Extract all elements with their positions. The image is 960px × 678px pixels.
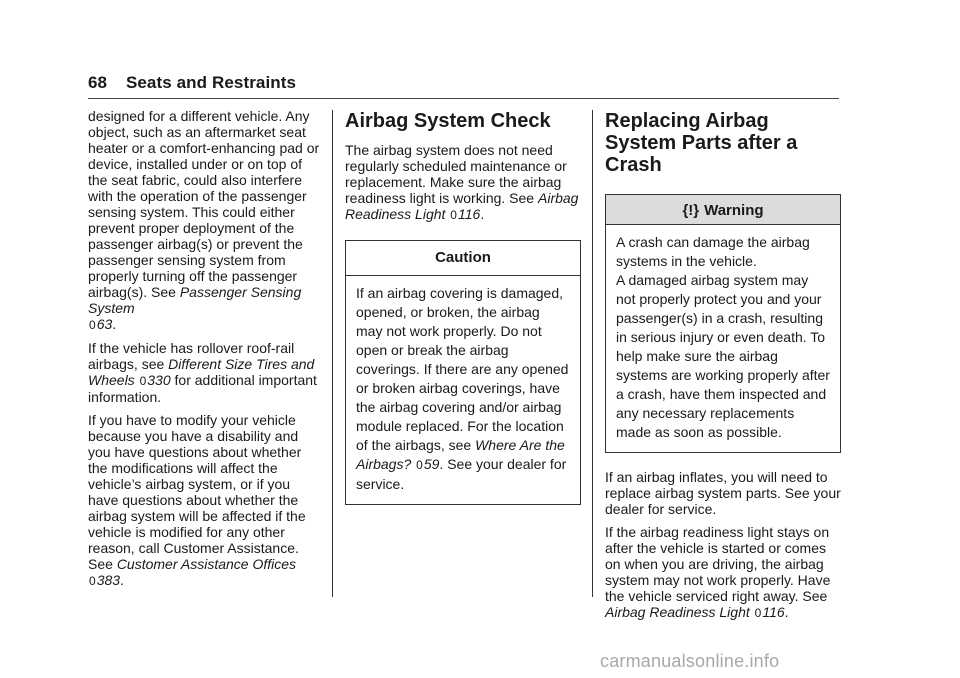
page-ref-icon: 0 — [416, 458, 423, 472]
xref-page-330[interactable]: 330 — [147, 372, 171, 388]
paragraph-rollover-airbags: If the vehicle has rollover roof-rail airbags, see Different Size Tires and Wheels 0330 for additional important information. — [88, 340, 317, 405]
xref-different-size-tires[interactable]: Different Size Tires and Wheels — [88, 356, 315, 388]
header-rule — [88, 98, 839, 99]
warning-line-1: A crash can damage the airbag systems in the vehicle. — [616, 234, 810, 269]
warning-box — [605, 194, 841, 453]
warning-title: {!} Warning — [606, 195, 840, 225]
page-ref-icon: 0 — [89, 318, 96, 332]
page-header — [88, 73, 296, 93]
column-3 — [605, 108, 841, 628]
heading-replacing-airbag-parts: Replacing Airbag System Parts after a Crash — [605, 110, 798, 176]
page-ref-icon: 0 — [450, 208, 457, 222]
caution-box — [345, 240, 581, 505]
column-divider-2 — [592, 110, 593, 597]
column-1 — [88, 108, 320, 596]
xref-where-are-the-airbags[interactable]: Where Are the Airbags? — [356, 437, 565, 472]
xref-page-59[interactable]: 59 — [423, 456, 440, 472]
warning-icon: {!} — [682, 202, 700, 219]
heading-airbag-system-check: Airbag System Check — [345, 110, 551, 132]
page-number: 68 — [88, 73, 108, 92]
warning-body — [606, 225, 840, 452]
page-ref-icon: 0 — [89, 574, 96, 588]
paragraph-system-check: The airbag system does not need regularly scheduled maintenance or replacement. Make sure the airbag readiness light is working. See Airbag Readiness Light 0116. — [345, 142, 579, 222]
xref-passenger-sensing-system[interactable]: Passenger Sensing System — [88, 284, 302, 316]
page-ref-icon: 0 — [754, 606, 762, 620]
paragraph-airbag-inflates: If an airbag inflates, you will need to replace airbag system parts. See your dealer for service. — [605, 469, 841, 517]
paragraph-readiness-light: If the airbag readiness light stays on after the vehicle is started or comes on when you are driving, the airbag system may not work properly. Have the vehicle serviced right away. See Airbag Readiness Light 0116. — [605, 524, 831, 620]
column-divider-1 — [332, 110, 333, 597]
page-ref-icon: 0 — [139, 374, 147, 388]
xref-airbag-readiness-light[interactable]: Airbag Readiness Light — [345, 190, 579, 222]
section-title: Seats and Restraints — [125, 73, 297, 92]
xref-page-383[interactable]: 383 — [96, 572, 121, 588]
warning-line-2: A damaged airbag system may not properly protect you and your passenger(s) in a crash, resulting in serious injury or even death. To help make sure the airbag systems are working properly after a crash, have them inspected and any necessary replacements made as soon as possible. — [616, 272, 830, 440]
caution-body: If an airbag covering is damaged, opened, or broken, the airbag may not work properly. Do not open or break the airbag coverings. If there are any opened or broken airbag coverings, have the airbag covering and/or airbag module replaced. For the location of the airbags, see Where Are the Airbags? 059. See your dealer for service. — [346, 275, 580, 504]
xref-page-63[interactable]: 63 — [96, 316, 113, 332]
xref-airbag-readiness-light-2[interactable]: Airbag Readiness Light — [605, 604, 750, 620]
watermark: carmanualsonline.info — [600, 651, 780, 671]
xref-page-116-2[interactable]: 116 — [762, 604, 785, 620]
caution-title: Caution — [435, 249, 491, 266]
xref-page-116[interactable]: 116 — [457, 206, 481, 222]
column-2 — [345, 108, 581, 521]
paragraph-passenger-sensing: designed for a different vehicle. Any object, such as an aftermarket seat heater or a comfort-enhancing pad or device, installed under or on top of the seat fabric, could also interfere with the operation of the passenger sensing system. This could either prevent proper deployment of the passenger airbag(s) or prevent the passenger sensing system from properly turning off the passenger airbag(s). See Passenger Sensing System 063. — [88, 108, 320, 332]
xref-customer-assistance-offices[interactable]: Customer Assistance Offices — [116, 556, 297, 572]
paragraph-modify-vehicle: If you have to modify your vehicle because you have a disability and you have questions about whether the modifications will affect the vehicle’s airbag system, or if you have questions about whether the airbag system will be affected if the vehicle is modified for any other reason, call Customer Assistance. See Customer Assistance Offices 0383. — [88, 412, 306, 588]
